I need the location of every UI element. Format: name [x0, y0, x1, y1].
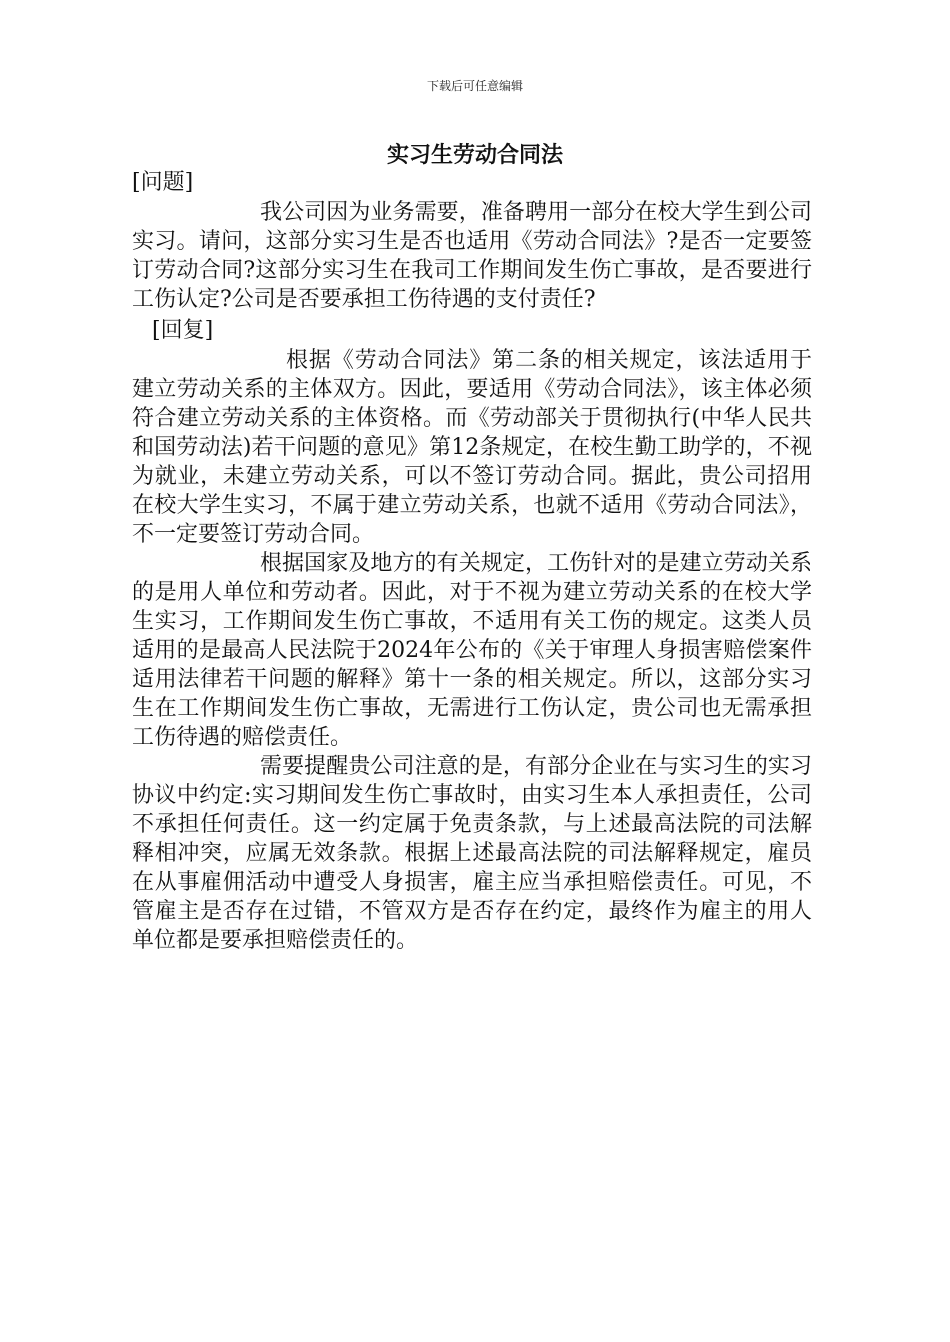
reply-paragraph-3: 需要提醒贵公司注意的是，有部分企业在与实习生的实习协议中约定:实习期间发生伤亡事故时，由实习生本人承担责任，公司不承担任何责任。这一约定属于免责条款，与上述最高法院的司法解释相冲突，应属无效条款。根据上述最高法院的司法解释规定，雇员在从事雇佣活动中遭受人身损害，雇主应当承担赔偿责任。可见，不管雇主是否存在过错，不管双方是否存在约定，最终作为雇主的用人单位都是要承担赔偿责任的。 — [132, 754, 812, 953]
download-note: 下载后可任意编辑 — [426, 79, 523, 93]
question-label: [问题] — [132, 170, 194, 195]
reply-paragraph-1: 根据《劳动合同法》第二条的相关规定，该法适用于建立劳动关系的主体双方。因此，要适用《劳动合同法》，该主体必须符合建立劳动关系的主体资格。而《劳动部关于贯彻执行(中华人民共和国劳动法)若干问题的意见》第12条规定，在校生勤工助学的，不视为就业，未建立劳动关系，可以不签订劳动合同。据此，贵公司招用在校大学生实习，不属于建立劳动关系，也就不适用《劳动合同法》，不一定要签订劳动合同。 — [132, 348, 812, 547]
question-paragraph: 我公司因为业务需要，准备聘用一部分在校大学生到公司实习。请问，这部分实习生是否也适用《劳动合同法》?是否一定要签订劳动合同?这部分实习生在我司工作期间发生伤亡事故，是否要进行工伤认定?公司是否要承担工伤待遇的支付责任? — [132, 200, 812, 312]
reply-label: [回复] — [152, 318, 214, 343]
reply-paragraph-2: 根据国家及地方的有关规定，工伤针对的是建立劳动关系的是用人单位和劳动者。因此，对于不视为建立劳动关系的在校大学生实习，工作期间发生伤亡事故，不适用有关工伤的规定。这类人员适用的是最高人民法院于2024年公布的《关于审理人身损害赔偿案件适用法律若干问题的解释》第十一条的相关规定。所以，这部分实习生在工作期间发生伤亡事故，无需进行工伤认定，贵公司也无需承担工伤待遇的赔偿责任。 — [132, 551, 812, 750]
document-title: 实习生劳动合同法 — [386, 142, 563, 168]
document-body — [132, 168, 812, 955]
